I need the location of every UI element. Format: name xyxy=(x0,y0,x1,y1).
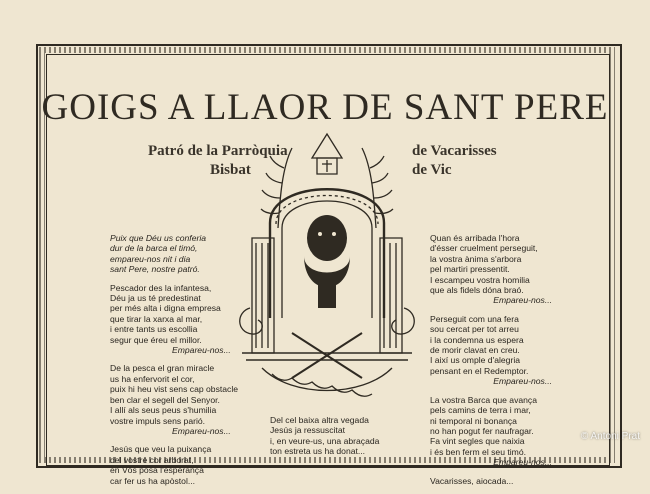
verse-line: dur de la barca el timó, xyxy=(110,243,198,254)
verse-line: la vostra ànima s'arbora xyxy=(430,253,522,264)
verse-line: i és ben ferm el seu timó. xyxy=(430,446,527,457)
stanza-right-2 xyxy=(430,314,558,387)
subtitle-left-1: Patró de la Parròquia xyxy=(148,143,288,159)
verse-line: i, en veure-us, una abraçada xyxy=(270,435,380,446)
verse-line: Fa vint segles que naixia xyxy=(430,436,525,447)
page-title: GOIGS A LLAOR DE SANT PERE xyxy=(41,87,609,128)
verse-line: car fer us ha apòstol... xyxy=(110,475,196,486)
refrain: Empareu-nos... xyxy=(493,376,552,387)
verse-line: pensant en el Redemptor. xyxy=(430,365,529,376)
verse-line: Perseguit com una fera xyxy=(430,313,519,324)
verse-line: que tirar la xarxa al mar, xyxy=(110,313,203,324)
verse-line: us ha enfervorit el cor, xyxy=(110,373,195,384)
verse-line: d'ésser cruelment perseguit, xyxy=(430,243,538,254)
verse-line: del vostre cor arborat, xyxy=(110,454,194,465)
stanza-left-2 xyxy=(110,283,238,356)
verse-line: Vacarisses, aiocada... xyxy=(430,475,514,486)
refrain: Empareu-nos... xyxy=(172,345,231,356)
stanza-left-3 xyxy=(110,363,238,436)
verse-line: De la pesca el gran miracle xyxy=(110,363,215,374)
verse-line: Del cel baixa altra vegada xyxy=(270,415,369,425)
verse-line: i la condemna us espera xyxy=(430,334,524,345)
verse-line: I allí als seus peus s'humilia xyxy=(110,405,217,416)
right-verses-column xyxy=(430,233,558,494)
verse-line: Puix que Déu us conferia xyxy=(110,233,207,243)
subtitle-left-2: Bisbat xyxy=(210,162,251,178)
verse-line: ben clar el segell del Senyor. xyxy=(110,394,220,405)
verse-line: Quan és arribada l'hora xyxy=(430,233,520,243)
subtitle-right-2: de Vic xyxy=(412,162,452,178)
verse-line: vostre impuls sens parió. xyxy=(110,415,206,426)
subtitle-right-1: de Vacarisses xyxy=(412,143,497,159)
verse-line: I així us omple d'alegria xyxy=(430,355,521,366)
verse-line: ni temporal ni bonança xyxy=(430,415,517,426)
stanza-left-1 xyxy=(110,233,238,275)
verse-line: empareu-nos nit i dia xyxy=(110,253,191,264)
verse-line: que als fidels dóna braó. xyxy=(430,285,524,296)
verse-line: de morir clavat en creu. xyxy=(430,345,520,356)
verse-line: I escampeu vostra homilia xyxy=(430,274,530,285)
verse-line: Déu ja us té predestinat xyxy=(110,293,201,304)
stanza-right-1 xyxy=(430,233,558,306)
verse-line: puix hi heu vist sens cap obstacle xyxy=(110,384,239,395)
verse-line: Jesús que veu la puixança xyxy=(110,444,212,455)
left-verses-column xyxy=(110,233,238,494)
verse-line: no han pogut fer naufragar. xyxy=(430,425,534,436)
refrain: Empareu-nos... xyxy=(493,295,552,306)
verse-line: pels camins de terra i mar, xyxy=(430,405,531,416)
verse-line: Jesús ja ressuscitat xyxy=(270,425,345,436)
verse-line: sant Pere, nostre patró. xyxy=(110,264,200,275)
verse-line: sou cercat per tot arreu xyxy=(430,324,519,335)
stanza-right-3 xyxy=(430,395,558,468)
verse-line: segur que éreu el millor. xyxy=(110,334,202,345)
verse-line: Pescador des la infantesa, xyxy=(110,282,212,293)
verse-line: en Vós posa l'esperança xyxy=(110,465,204,476)
verse-line: per més alta i digna empresa xyxy=(110,303,221,314)
middle-verses-column xyxy=(270,415,379,465)
verse-line: pel martiri pressentit. xyxy=(430,264,510,275)
refrain: Empareu-nos... xyxy=(172,425,231,436)
refrain: Empareu-nos... xyxy=(493,457,552,468)
stanza-right-4 xyxy=(430,476,558,486)
copyright-watermark: © Antoni Prat xyxy=(580,431,640,442)
verse-line: ton estreta us ha donat... xyxy=(270,446,366,457)
saint-peter-bust-emblem xyxy=(232,128,422,413)
verse-line: La vostra Barca que avança xyxy=(430,394,538,405)
verse-line: i entre tants us escollia xyxy=(110,324,198,335)
stanza-middle-1 xyxy=(270,415,379,457)
stanza-left-4 xyxy=(110,444,238,486)
